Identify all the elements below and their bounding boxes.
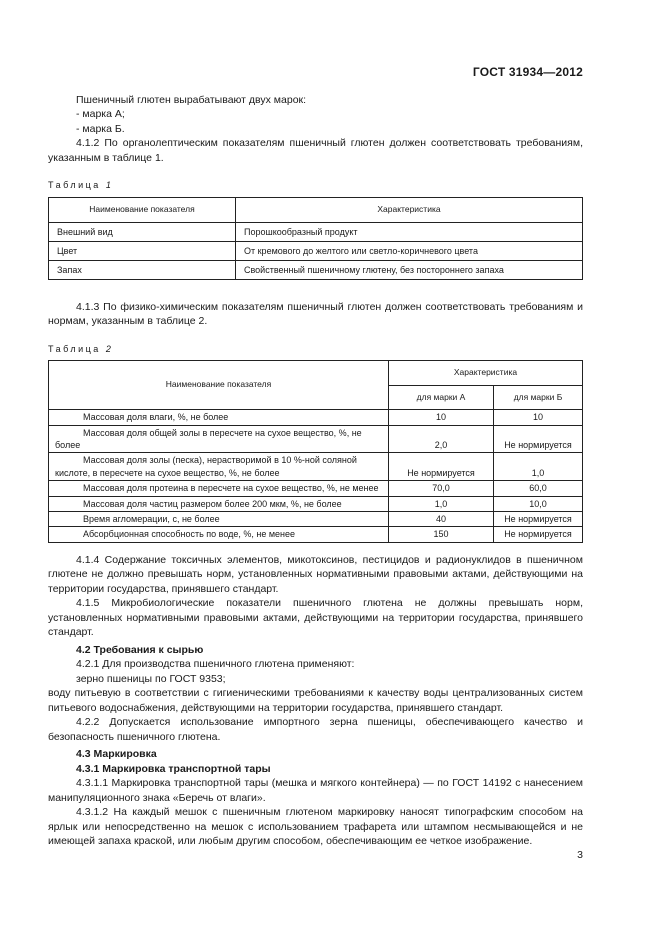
table1-caption: Таблица 1 [48,180,111,191]
table2-param: Абсорбционная способность по воде, %, не менее [49,527,389,542]
table2-value-b: Не нормируется [494,425,583,453]
table2-header-char: Характеристика [389,361,583,386]
table2-value-a: 40 [389,512,494,527]
table2-value-b: 10,0 [494,496,583,511]
intro-paragraph: Пшеничный глютен вырабатывают двух марок: [76,94,307,106]
standard-code: ГОСТ 31934—2012 [472,65,583,79]
clause-4-3-1-2: 4.3.1.2 На каждый мешок с пшеничным глютеном маркировку наносят типографским способом на ярлык или непосредственно на мешок с использованием трафарета или штампом несмывающейся и не имеющей запаха краской, или любым другим способом, обеспечивающим ее четкое изображение. [48,806,583,848]
table2-param: Массовая доля общей золы в пересчете на сухое вещество, %, не более [49,425,389,453]
table-row [49,260,583,279]
table-row [49,222,583,241]
table1-cell: От кремового до желтого или светло-коричневого цвета [236,241,583,260]
clause-4-1-3: 4.1.3 По физико-химическим показателям пшеничный глютен должен соответствовать требованиям и нормам, указанным в таблице 2. [48,300,583,328]
clause-4-1-2: 4.1.2 По органолептическим показателям пшеничный глютен должен соответствовать требованиям, указанным в таблице 1. [48,137,583,164]
page-content [48,93,583,849]
clause-4-1-5: 4.1.5 Микробиологические показатели пшеничного глютена не должны превышать норм, установленных нормативными правовыми актами, действующими на территории государства, принявшего стандарт. [48,597,583,639]
table1-cell: Запах [49,260,236,279]
table2-value-a: 10 [389,410,494,425]
table2-param: Массовая доля влаги, %, не более [49,410,389,425]
table2-caption: Таблица 2 [48,343,111,354]
table1-header-char: Характеристика [236,197,583,222]
table-row [49,481,583,496]
table2-value-a: 2,0 [389,425,494,453]
table2-value-b: Не нормируется [494,527,583,542]
clause-4-2-2: 4.2.2 Допускается использование импортного зерна пшеницы, обеспечивающего качество и безопасность пшеничного глютена. [48,716,583,743]
section-4-2-title: 4.2 Требования к сырью [76,643,204,656]
table-row [49,512,583,527]
table-row [49,453,583,481]
table2-param: Массовая доля частиц размером более 200 мкм, %, не более [49,496,389,511]
table1-cell: Свойственный пшеничному глютену, без постороннего запаха [236,260,583,279]
table2-value-a: 70,0 [389,481,494,496]
table2-header-grade-a: для марки А [389,385,494,410]
table2-header-grade-b: для марки Б [494,385,583,410]
table2-value-b: 1,0 [494,453,583,481]
clause-4-3-1-1: 4.3.1.1 Маркировка транспортной тары (мешка и мягкого контейнера) — по ГОСТ 14192 с нанесением манипуляционного знака «Беречь от влаги». [48,777,583,804]
section-4-3-title: 4.3 Маркировка [76,748,157,761]
table-2 [48,360,583,543]
table2-param: Массовая доля протеина в пересчете на сухое вещество, %, не менее [49,481,389,496]
table2-value-a: Не нормируется [389,453,494,481]
table-1 [48,197,583,280]
page-number: 3 [577,849,583,861]
grade-b-item: - марка Б. [76,122,125,135]
table-row [49,527,583,542]
table2-param: Массовая доля золы (песка), нерастворимой в 10 %-ной соляной кислоте, в пересчете на сухое вещество, %, не более [49,453,389,481]
table2-value-a: 150 [389,527,494,542]
clause-4-1-4: 4.1.4 Содержание токсичных элементов, микотоксинов, пестицидов и радионуклидов в пшеничном глютене не должно превышать норм, установленных нормативными правовыми актами, действующими на территории государства, принявшего стандарт. [48,553,583,595]
grade-a-item: - марка А; [76,108,125,121]
table-row [49,496,583,511]
table2-value-a: 1,0 [389,496,494,511]
clause-4-2-1: 4.2.1 Для производства пшеничного глютена применяют: [76,658,355,671]
table1-cell: Внешний вид [49,222,236,241]
table-row [49,425,583,453]
table1-cell: Цвет [49,241,236,260]
table2-header-row [49,361,583,386]
table-row [49,410,583,425]
table1-header-name: Наименование показателя [49,197,236,222]
table2-param: Время агломерации, с, не более [49,512,389,527]
table2-header-name: Наименование показателя [49,361,389,410]
table2-value-b: 10 [494,410,583,425]
table2-value-b: 60,0 [494,481,583,496]
table1-header-row [49,197,583,222]
section-4-3-1-title: 4.3.1 Маркировка транспортной тары [76,762,271,775]
table2-value-b: Не нормируется [494,512,583,527]
raw-material-water: воду питьевую в соответствии с гигиеническими требованиями к качеству воды централизованных систем питьевого водоснабжения, действующими на территории государства, принявшего стандарт. [48,687,583,714]
table1-cell: Порошкообразный продукт [236,222,583,241]
table-row [49,241,583,260]
raw-material-wheat: зерно пшеницы по ГОСТ 9353; [76,672,226,685]
